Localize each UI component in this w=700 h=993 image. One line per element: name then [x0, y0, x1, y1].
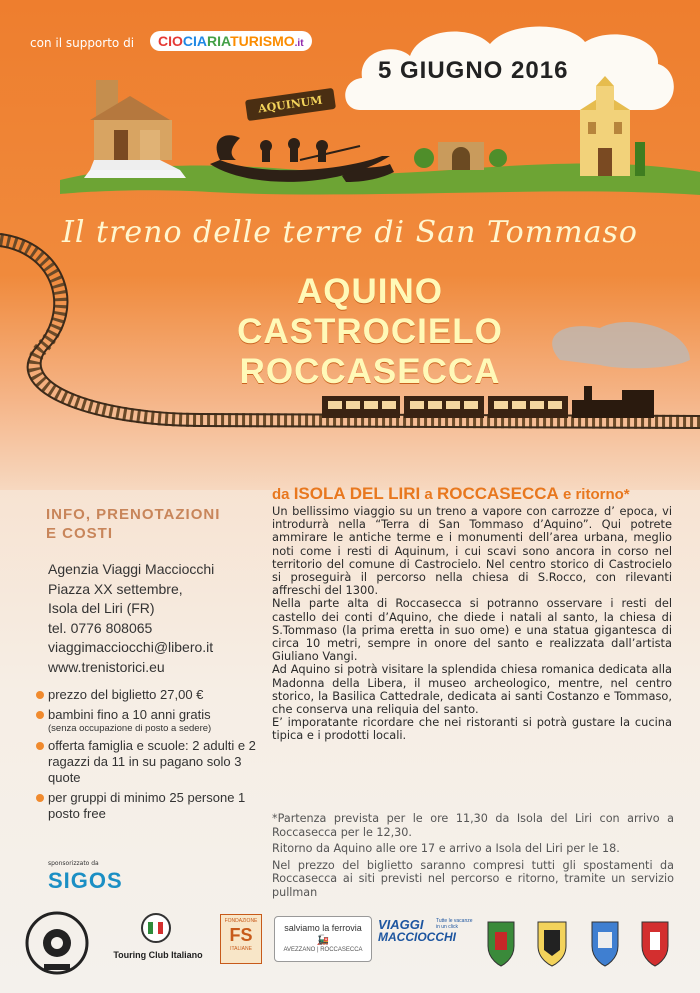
- bullet-text: bambini fino a 10 anni gratis: [48, 707, 211, 722]
- description-text: [272, 505, 672, 743]
- agency-name: Agenzia Viaggi Macciocchi: [48, 561, 215, 577]
- aquinum-illustration: [60, 60, 700, 220]
- bullet-text: per gruppi di minimo 25 persone 1 posto free: [48, 790, 246, 821]
- agency-contact: [48, 560, 214, 677]
- municipal-crests: [480, 916, 680, 970]
- logo-part-3: RIA: [207, 33, 231, 49]
- bullet-icon: [36, 711, 44, 719]
- note-paragraph: Ritorno da Aquino alle ore 17 e arrivo a Isola del Liri per le 18.: [272, 842, 620, 856]
- departure-notes: [272, 812, 674, 903]
- list-item: [36, 707, 266, 734]
- sponsor-label: sponsorizzato da: [48, 860, 99, 867]
- touring-club-name: Touring Club Italiano: [113, 950, 203, 960]
- crest-icon: [488, 922, 514, 966]
- route-prefix: da: [272, 486, 290, 503]
- town-names: [200, 272, 540, 392]
- route-a: a: [424, 486, 433, 503]
- fs-line-2: ITALIANE: [230, 946, 252, 952]
- salviamo-subtext: AVEZZANO | ROCCASECCA: [283, 947, 363, 953]
- logo-part-5: .it: [294, 38, 304, 49]
- fs-mark: FS: [229, 925, 253, 945]
- logo-part-2: CIA: [182, 33, 208, 49]
- event-date: 5 GIUGNO 2016: [378, 57, 569, 84]
- note-paragraph: Nel prezzo del biglietto saranno compresi tutti gli spostamenti da Roccasecca ai siti previsti nel percorso e ritorno, tramite un servizio pullman: [272, 858, 674, 899]
- ferrovieri-logo-icon: [22, 908, 92, 978]
- salviamo-ferrovia-logo: [274, 916, 372, 962]
- fondazione-fs-logo: [220, 914, 262, 964]
- list-item: [36, 738, 266, 786]
- agency-address-2: Isola del Liri (FR): [48, 600, 155, 616]
- crest-icon: [538, 922, 566, 966]
- fs-line-1: FONDAZIONE: [224, 918, 258, 924]
- town-name: CASTROCIELO: [237, 312, 503, 351]
- train-icon: 🚂: [316, 935, 330, 946]
- logo-part-4: TURISMO: [230, 33, 295, 49]
- route-suffix: e ritorno*: [562, 486, 630, 503]
- romanesque-church-icon: [84, 80, 186, 178]
- event-subtitle: Il treno delle terre di San Tommaso: [62, 215, 638, 250]
- route-from: ISOLA DEL LIRI: [293, 484, 421, 503]
- route-heading: [272, 484, 630, 504]
- agency-email[interactable]: viaggimacciocchi@libero.it: [48, 639, 214, 655]
- viaggi-tagline: Tutte le vacanze in un click: [436, 918, 473, 930]
- description-paragraph: E’ imporatante ricordare che nei ristoranti si potrà gustare la cucina tipica e i prodotti locali.: [272, 715, 672, 743]
- info-heading: [46, 505, 266, 543]
- ciociaria-turismo-logo: [150, 31, 312, 51]
- info-heading-line: INFO, PRENOTAZIONI: [46, 506, 221, 523]
- salviamo-text: salviamo la ferrovia: [284, 923, 362, 933]
- list-item: [36, 687, 266, 703]
- crest-icon: [592, 922, 618, 966]
- bullet-text: prezzo del biglietto 27,00 €: [48, 687, 204, 702]
- macciocchi-word: MACCIOCCHI: [378, 930, 456, 944]
- description-paragraph: Ad Aquino si potrà visitare la splendida chiesa romanica dedicata alla Madonna della Libera, il museo archeologico, mentre, nel centro storico, la Basilica Cattedrale, dedicata ai santi Costanzo e Tommaso, che conserva una reliquia del santo.: [272, 662, 672, 717]
- list-item: [36, 790, 266, 822]
- touring-club-logo-icon: [140, 912, 172, 944]
- logo-part-1: CIO: [158, 33, 183, 49]
- crest-icon: [642, 922, 668, 966]
- description-paragraph: Nella parte alta di Roccasecca si potranno osservare i resti del castello dei conti d’Aquino, che diede i natali al santo, la chiesa di S.Tommaso (la prima eretta in suo ome) e una statua gigantesca di circa 10 metri, sempre in onore del santo e realizzata dall’artista Giuliano Vangi.: [272, 596, 672, 664]
- agency-address-1: Piazza XX settembre,: [48, 580, 183, 597]
- town-name: AQUINO: [297, 272, 443, 311]
- pricing-list: [36, 687, 266, 826]
- town-name: ROCCASECCA: [239, 352, 501, 391]
- route-to: ROCCASECCA: [436, 484, 559, 503]
- sigos-logo: SIGOS: [48, 868, 123, 893]
- viaggi-macciocchi-logo: [378, 917, 473, 944]
- viaggi-word: VIAGGI: [378, 917, 424, 932]
- bullet-text: offerta famiglia e scuole: 2 adulti e 2 ragazzi da 11 in su pagano solo 3 quote: [48, 738, 256, 785]
- ruin-arch-icon: [414, 142, 507, 170]
- bullet-icon: [36, 794, 44, 802]
- bullet-note: (senza occupazione di posto a sedere): [48, 723, 212, 734]
- baroque-church-icon: [580, 76, 645, 176]
- aquinum-sign: AQUINUM: [245, 88, 336, 121]
- description-paragraph: Un bellissimo viaggio su un treno a vapore con carrozze d’ epoca, vi introdurrà nella “Terra di San Tommaso d’Aquino”. Qui potrete ammirare le antiche terme e i monumenti dell’area urbana, meglio noti come i resti di Aquinum, i cui scavi sono ancora in corso nel territorio del comune di Castrocielo. Nel centro storico di Castrocielo si proseguirà il percorso nella chiesa di S.Rocco, con rilevanti affreschi del 1300.: [272, 504, 672, 598]
- bullet-icon: [36, 691, 44, 699]
- support-text: con il supporto di: [30, 36, 135, 50]
- agency-website[interactable]: www.trenistorici.eu: [48, 658, 165, 675]
- roman-boat-icon: [210, 135, 394, 182]
- info-heading-line: E COSTI: [46, 525, 114, 542]
- note-paragraph: *Partenza prevista per le ore 11,30 da Isola del Liri con arrivo a Roccasecca per le 12,30.: [272, 812, 674, 839]
- partner-logos: [0, 906, 700, 986]
- bullet-icon: [36, 742, 44, 750]
- agency-phone[interactable]: tel. 0776 808065: [48, 619, 153, 636]
